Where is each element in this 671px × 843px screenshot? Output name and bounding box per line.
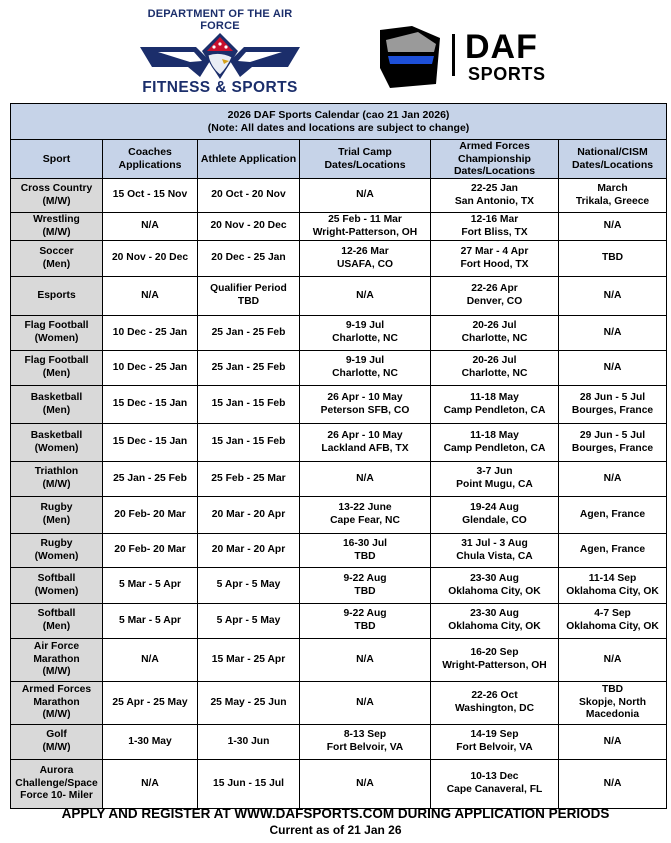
athlete-cell	[198, 604, 300, 639]
sport-cell-line: (Men)	[42, 258, 71, 270]
trial-camp-cell-line: Charlotte, NC	[332, 368, 398, 379]
trial-camp-cell	[300, 639, 431, 682]
sport-cell-line: Basketball	[30, 391, 83, 403]
sport-cell-line: Esports	[37, 289, 76, 301]
championship-cell	[431, 386, 559, 424]
coaches-cell: 10 Dec - 25 Jan	[103, 351, 198, 386]
trial-camp-cell	[300, 316, 431, 351]
sport-cell-line: (M/W)	[42, 479, 71, 490]
national-cism-cell-line: TBD	[601, 252, 624, 264]
table-row	[11, 213, 667, 241]
championship-cell-line: 22-26 Apr	[471, 283, 518, 295]
championship-cell-line: 11-18 May	[470, 391, 519, 403]
national-cism-cell-line: N/A	[603, 289, 622, 301]
national-cism-cell	[559, 497, 667, 534]
athlete-cell-line: 25 Jan - 25 Feb	[211, 361, 286, 373]
table-row	[11, 760, 667, 809]
trial-camp-cell-line: TBD	[354, 550, 376, 562]
athlete-cell-line: 1-30 Jun	[227, 735, 270, 747]
trial-camp-cell-line: N/A	[356, 777, 374, 789]
national-cism-cell-line: N/A	[603, 326, 622, 338]
national-cism-cell-line: N/A	[603, 653, 622, 665]
sport-cell-line: Basketball	[30, 429, 83, 441]
championship-cell-line: Washington, DC	[454, 703, 535, 714]
daf-logo-text: DAF	[465, 28, 538, 66]
championship-cell-line: 3-7 Jun	[476, 466, 513, 478]
coaches-cell: 15 Dec - 15 Jan	[103, 386, 198, 424]
national-cism-cell	[559, 639, 667, 682]
table-row	[11, 179, 667, 213]
sport-cell	[11, 682, 103, 725]
coaches-cell: 20 Feb- 20 Mar	[103, 497, 198, 534]
daf-sports-text: SPORTS	[468, 64, 546, 84]
national-cism-cell-line: N/A	[603, 220, 622, 232]
column-header-row	[11, 140, 667, 179]
trial-camp-cell-line: 9-19 Jul	[345, 320, 385, 332]
sport-cell	[11, 568, 103, 604]
championship-cell-line: Camp Pendleton, CA	[443, 404, 546, 416]
table-row	[11, 682, 667, 725]
table-row	[11, 424, 667, 462]
af-wings-emblem-icon	[130, 21, 310, 81]
national-cism-cell-line: Trikala, Greece	[575, 195, 650, 207]
championship-cell-line: 27 Mar - 4 Apr	[460, 245, 529, 257]
championship-cell	[431, 568, 559, 604]
sport-cell	[11, 725, 103, 760]
daf-sports-mark-icon	[378, 22, 442, 88]
sport-cell-line: Aurora	[39, 765, 74, 777]
trial-camp-cell	[300, 462, 431, 497]
coaches-cell: 25 Apr - 25 May	[103, 682, 198, 725]
trial-camp-cell-line: 9-19 Jul	[345, 355, 385, 367]
table-row	[11, 277, 667, 316]
trial-camp-cell-line: N/A	[356, 696, 374, 708]
trial-camp-cell-line: Lackland AFB, TX	[321, 442, 409, 454]
trial-camp-cell-line: Charlotte, NC	[332, 333, 398, 344]
national-cism-cell-line: Agen, France	[579, 544, 646, 556]
national-cism-cell-line: Macedonia	[585, 709, 640, 721]
athlete-cell	[198, 213, 300, 241]
trial-camp-cell	[300, 760, 431, 809]
championship-cell-line: 22-26 Oct	[471, 690, 518, 702]
trial-camp-cell-line: 13-22 June	[338, 502, 392, 514]
championship-cell	[431, 639, 559, 682]
table-row	[11, 316, 667, 351]
sport-cell-line: Challenge/Space	[15, 777, 98, 789]
sport-cell	[11, 604, 103, 639]
national-cism-cell-line: N/A	[603, 777, 622, 789]
championship-cell-line: Fort Belvoir, VA	[456, 742, 533, 753]
coaches-cell: N/A	[103, 639, 198, 682]
table-row	[11, 462, 667, 497]
sports-calendar-table	[10, 103, 667, 809]
column-header-armed-forces: Armed Forces Championship Dates/Locations	[431, 140, 559, 179]
sport-cell-line: (Men)	[42, 515, 71, 526]
athlete-cell-line: 5 Apr - 5 May	[216, 579, 281, 591]
sport-cell	[11, 534, 103, 568]
coaches-cell: 10 Dec - 25 Jan	[103, 316, 198, 351]
national-cism-cell-line: Agen, France	[579, 508, 646, 520]
championship-cell-line: 23-30 Aug	[470, 608, 519, 620]
sport-cell-line: Triathlon	[34, 466, 79, 478]
championship-cell-line: Denver, CO	[466, 296, 523, 307]
coaches-cell: 5 Mar - 5 Apr	[103, 604, 198, 639]
trial-camp-cell-line: 26 Apr - 10 May	[327, 391, 403, 403]
athlete-cell-line: 25 May - 25 Jun	[210, 696, 287, 708]
sport-cell-line: Marathon	[33, 653, 80, 665]
sport-cell-line: Marathon	[33, 696, 80, 708]
national-cism-cell	[559, 604, 667, 639]
athlete-cell-line: 20 Dec - 25 Jan	[211, 252, 286, 264]
sport-cell	[11, 213, 103, 241]
national-cism-cell-line: 29 Jun - 5 Jul	[579, 429, 646, 441]
athlete-cell	[198, 351, 300, 386]
trial-camp-cell-line: N/A	[356, 653, 374, 665]
championship-cell	[431, 213, 559, 241]
athlete-cell-line: 20 Nov - 20 Dec	[210, 220, 287, 232]
trial-camp-cell-line: Fort Belvoir, VA	[326, 742, 404, 753]
trial-camp-cell	[300, 179, 431, 213]
table-row	[11, 497, 667, 534]
trial-camp-cell-line: Wright-Patterson, OH	[312, 226, 418, 238]
championship-cell-line: 14-19 Sep	[470, 729, 519, 741]
sport-cell-line: Rugby	[40, 502, 73, 514]
sport-cell	[11, 351, 103, 386]
column-header-athlete: Athlete Application	[198, 140, 300, 179]
sport-cell-line: (M/W)	[42, 666, 71, 678]
table-row	[11, 639, 667, 682]
national-cism-cell-line: Bourges, France	[571, 404, 654, 416]
national-cism-cell	[559, 725, 667, 760]
coaches-cell: 1-30 May	[103, 725, 198, 760]
championship-cell-line: Wright-Patterson, OH	[442, 660, 547, 671]
national-cism-cell-line: 4-7 Sep	[594, 608, 631, 620]
trial-camp-cell	[300, 351, 431, 386]
athlete-cell-line: 15 Mar - 25 Apr	[211, 653, 286, 665]
trial-camp-cell-line: 9-22 Aug	[343, 608, 387, 620]
trial-camp-cell	[300, 277, 431, 316]
championship-cell-line: Oklahoma City, OK	[448, 621, 541, 632]
athlete-cell-line: 5 Apr - 5 May	[216, 614, 281, 626]
current-as-of-text: Current as of 21 Jan 26	[269, 823, 402, 837]
athlete-cell	[198, 386, 300, 424]
championship-cell	[431, 462, 559, 497]
trial-camp-cell-line: 26 Apr - 10 May	[327, 429, 403, 441]
athlete-cell-line: 25 Feb - 25 Mar	[211, 472, 286, 484]
trial-camp-cell	[300, 568, 431, 604]
championship-cell	[431, 241, 559, 277]
championship-cell	[431, 604, 559, 639]
sport-cell	[11, 497, 103, 534]
trial-camp-cell	[300, 534, 431, 568]
table-title-row	[11, 104, 667, 140]
sport-cell-line: Soccer	[39, 245, 74, 257]
championship-cell	[431, 277, 559, 316]
championship-cell-line: Cape Canaveral, FL	[446, 784, 543, 795]
championship-cell-line: 20-26 Jul	[472, 320, 517, 332]
trial-camp-cell-line: 25 Feb - 11 Mar	[328, 213, 402, 225]
national-cism-cell-line: Oklahoma City, OK	[566, 621, 659, 632]
sport-cell-line: (Women)	[34, 442, 79, 454]
athlete-cell	[198, 277, 300, 316]
sport-cell	[11, 386, 103, 424]
trial-camp-cell	[300, 424, 431, 462]
trial-camp-cell	[300, 682, 431, 725]
table-title-line2: (Note: All dates and locations are subject to change)	[207, 121, 470, 134]
national-cism-cell-line: Skopje, North	[579, 696, 646, 708]
trial-camp-cell	[300, 241, 431, 277]
national-cism-cell	[559, 351, 667, 386]
championship-cell-line: San Antonio, TX	[454, 195, 535, 207]
trial-camp-cell-line: USAFA, CO	[336, 258, 394, 270]
af-department-text: DEPARTMENT OF THE AIR FORCE	[147, 8, 293, 32]
apply-register-notice: APPLY AND REGISTER AT WWW.DAFSPORTS.COM DURING APPLICATION PERIODS	[61, 806, 610, 821]
table-row	[11, 386, 667, 424]
sport-cell	[11, 760, 103, 809]
championship-cell-line: Fort Bliss, TX	[461, 226, 528, 238]
af-fitness-sports-logo	[130, 8, 310, 98]
national-cism-cell-line: March	[597, 182, 628, 194]
coaches-cell: 15 Dec - 15 Jan	[103, 424, 198, 462]
sport-cell-line: (M/W)	[42, 742, 71, 753]
athlete-cell-line: Qualifier Period	[210, 283, 287, 295]
national-cism-cell	[559, 568, 667, 604]
championship-cell-line: Point Mugu, CA	[456, 479, 533, 490]
sport-cell-line: (Women)	[34, 333, 79, 344]
sport-cell-line: (M/W)	[42, 226, 71, 238]
sport-cell-line: (Women)	[34, 585, 79, 597]
trial-camp-cell-line: N/A	[356, 472, 374, 484]
championship-cell	[431, 760, 559, 809]
athlete-cell	[198, 760, 300, 809]
athlete-cell-line: 20 Mar - 20 Apr	[211, 508, 286, 520]
championship-cell-line: Chula Vista, CA	[456, 550, 533, 562]
championship-cell	[431, 534, 559, 568]
sport-cell-line: Force 10- Miler	[20, 790, 93, 802]
athlete-cell-line: TBD	[237, 296, 260, 307]
trial-camp-cell-line: 16-30 Jul	[342, 537, 388, 549]
athlete-cell	[198, 534, 300, 568]
coaches-cell: 20 Feb- 20 Mar	[103, 534, 198, 568]
column-header-trial-camp: Trial Camp Dates/Locations	[300, 140, 431, 179]
athlete-cell-line: 15 Jan - 15 Feb	[211, 436, 286, 448]
sport-cell-line: Softball	[37, 608, 76, 620]
championship-cell-line: 31 Jul - 3 Aug	[461, 537, 528, 549]
trial-camp-cell-line: 12-26 Mar	[341, 245, 389, 257]
athlete-cell	[198, 179, 300, 213]
national-cism-cell-line: TBD	[601, 684, 624, 696]
championship-cell-line: Charlotte, NC	[461, 333, 528, 344]
trial-camp-cell-line: N/A	[356, 289, 374, 301]
national-cism-cell-line: 28 Jun - 5 Jul	[579, 391, 646, 403]
sport-cell	[11, 639, 103, 682]
athlete-cell-line: 25 Jan - 25 Feb	[211, 326, 286, 338]
trial-camp-cell	[300, 497, 431, 534]
athlete-cell	[198, 497, 300, 534]
national-cism-cell	[559, 241, 667, 277]
championship-cell-line: 10-13 Dec	[470, 771, 519, 783]
sport-cell-line: Air Force	[33, 641, 80, 653]
athlete-cell-line: 15 Jan - 15 Feb	[211, 398, 286, 410]
coaches-cell: 20 Nov - 20 Dec	[103, 241, 198, 277]
trial-camp-cell-line: 9-22 Aug	[343, 572, 387, 584]
sport-cell-line: (Women)	[34, 550, 79, 562]
table-title-line1: 2026 DAF Sports Calendar (cao 21 Jan 2026)	[227, 108, 450, 121]
sport-cell	[11, 277, 103, 316]
national-cism-cell	[559, 424, 667, 462]
sport-cell-line: Armed Forces	[21, 684, 92, 696]
athlete-cell	[198, 639, 300, 682]
national-cism-cell	[559, 534, 667, 568]
championship-cell	[431, 497, 559, 534]
championship-cell-line: 12-16 Mar	[470, 213, 519, 225]
trial-camp-cell-line: Cape Fear, NC	[330, 515, 400, 526]
coaches-cell: 25 Jan - 25 Feb	[103, 462, 198, 497]
national-cism-cell-line: Bourges, France	[571, 442, 654, 454]
coaches-cell: N/A	[103, 213, 198, 241]
sport-cell-line: (M/W)	[42, 709, 71, 721]
championship-cell	[431, 351, 559, 386]
championship-cell	[431, 179, 559, 213]
table-body	[11, 179, 667, 809]
sport-cell-line: Flag Football	[24, 320, 89, 332]
daf-sports-logo	[378, 22, 568, 92]
championship-cell-line: Charlotte, NC	[461, 368, 528, 379]
trial-camp-cell-line: Peterson SFB, CO	[320, 404, 410, 416]
trial-camp-cell	[300, 213, 431, 241]
national-cism-cell	[559, 316, 667, 351]
sport-cell	[11, 424, 103, 462]
championship-cell-line: Oklahoma City, OK	[448, 585, 541, 597]
daf-divider-bar	[452, 34, 455, 76]
table-row	[11, 351, 667, 386]
table-row	[11, 568, 667, 604]
national-cism-cell-line: N/A	[603, 472, 622, 484]
athlete-cell	[198, 462, 300, 497]
athlete-cell	[198, 241, 300, 277]
athlete-cell-line: 20 Mar - 20 Apr	[211, 544, 286, 556]
table-row	[11, 604, 667, 639]
championship-cell	[431, 682, 559, 725]
national-cism-cell	[559, 386, 667, 424]
national-cism-cell	[559, 462, 667, 497]
table-row	[11, 241, 667, 277]
athlete-cell-line: 20 Oct - 20 Nov	[211, 189, 286, 201]
championship-cell	[431, 424, 559, 462]
sport-cell-line: Flag Football	[24, 355, 89, 367]
national-cism-cell	[559, 213, 667, 241]
column-header-sport: Sport	[11, 140, 103, 179]
national-cism-cell-line: 11-14 Sep	[588, 572, 637, 584]
trial-camp-cell-line: 8-13 Sep	[343, 729, 387, 741]
athlete-cell	[198, 682, 300, 725]
af-fitness-sports-text: FITNESS & SPORTS	[142, 79, 298, 96]
table-row	[11, 725, 667, 760]
national-cism-cell-line: N/A	[603, 735, 622, 747]
trial-camp-cell	[300, 386, 431, 424]
coaches-cell: N/A	[103, 760, 198, 809]
championship-cell-line: 20-26 Jul	[472, 355, 517, 367]
column-header-national-cism: National/CISM Dates/Locations	[559, 140, 667, 179]
coaches-cell: N/A	[103, 277, 198, 316]
national-cism-cell-line: N/A	[603, 361, 622, 373]
column-header-coaches: Coaches Applications	[103, 140, 198, 179]
coaches-cell: 5 Mar - 5 Apr	[103, 568, 198, 604]
sport-cell-line: Golf	[46, 729, 67, 741]
trial-camp-cell-line: TBD	[354, 585, 376, 597]
sport-cell-line: Cross Country	[20, 182, 93, 194]
sport-cell-line: Softball	[37, 572, 76, 584]
championship-cell-line: 16-20 Sep	[470, 647, 519, 659]
trial-camp-cell-line: N/A	[356, 189, 374, 201]
championship-cell-line: 22-25 Jan	[471, 182, 518, 194]
athlete-cell	[198, 725, 300, 760]
sport-cell-line: (M/W)	[42, 195, 71, 207]
sport-cell-line: (Men)	[42, 404, 71, 416]
sport-cell-line: (Men)	[42, 368, 71, 379]
athlete-cell	[198, 316, 300, 351]
championship-cell-line: 19-24 Aug	[470, 502, 519, 514]
athlete-cell	[198, 568, 300, 604]
national-cism-cell-line: Oklahoma City, OK	[566, 585, 659, 597]
table-row	[11, 534, 667, 568]
sport-cell	[11, 316, 103, 351]
trial-camp-cell-line: TBD	[354, 621, 376, 632]
championship-cell	[431, 316, 559, 351]
championship-cell-line: Camp Pendleton, CA	[443, 442, 546, 454]
trial-camp-cell	[300, 604, 431, 639]
trial-camp-cell	[300, 725, 431, 760]
championship-cell-line: 23-30 Aug	[470, 572, 519, 584]
national-cism-cell	[559, 277, 667, 316]
national-cism-cell	[559, 760, 667, 809]
national-cism-cell	[559, 682, 667, 725]
sport-cell-line: (Men)	[42, 621, 71, 632]
sport-cell-line: Wrestling	[33, 213, 80, 225]
championship-cell-line: 11-18 May	[470, 429, 519, 441]
championship-cell-line: Glendale, CO	[462, 515, 527, 526]
table-title	[11, 104, 667, 140]
championship-cell-line: Fort Hood, TX	[460, 258, 529, 270]
sport-cell	[11, 241, 103, 277]
sport-cell	[11, 462, 103, 497]
championship-cell	[431, 725, 559, 760]
athlete-cell-line: 15 Jun - 15 Jul	[213, 777, 284, 789]
coaches-cell: 15 Oct - 15 Nov	[103, 179, 198, 213]
sport-cell	[11, 179, 103, 213]
athlete-cell	[198, 424, 300, 462]
national-cism-cell	[559, 179, 667, 213]
sport-cell-line: Rugby	[40, 537, 73, 549]
